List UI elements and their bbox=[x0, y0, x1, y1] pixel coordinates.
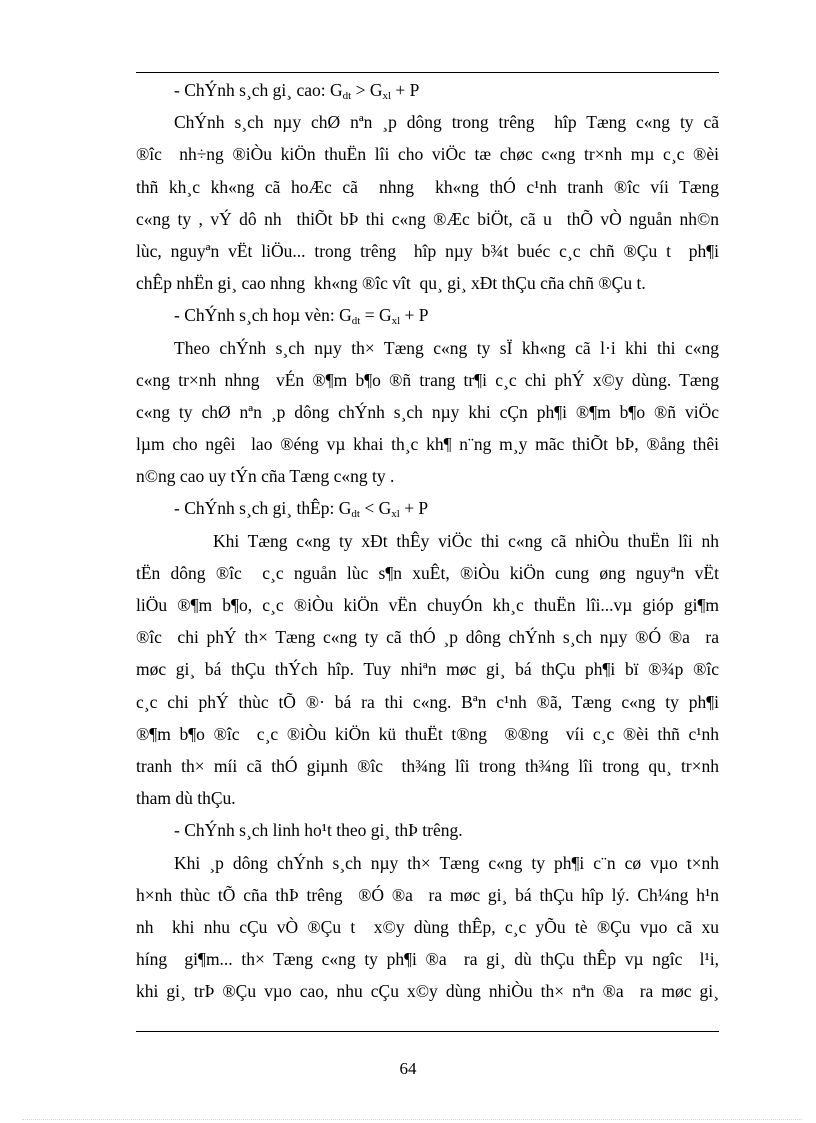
text-line: ®îc chi phÝ th× Tæng c«ng ty cã thÓ ¸p dông chÝnh s¸ch nµy ®Ó ®a ra bbox=[136, 627, 719, 648]
text-line: h×nh thùc tÕ cña thÞ trêng ®Ó ®a ra møc gi¸ bá thÇu hîp lý. Ch¼ng h¹n bbox=[136, 884, 719, 905]
text-line: Khi Tæng c«ng ty xÐt thÊy viÖc thi c«ng cã nhiÒu thuËn lîi nh bbox=[213, 530, 719, 551]
text-line: c«ng tr×nh nhng vÉn ®¶m b¶o ®ñ trang tr¶i c¸c chi phÝ x©y dùng. Tæng bbox=[136, 369, 719, 390]
text-line: tham dù thÇu. bbox=[136, 788, 236, 809]
policy-heading-low-price: - ChÝnh s¸ch gi¸ thÊp: $G_{dt} < G_{xl} + P$ bbox=[174, 498, 429, 521]
text-line: thñ kh¸c kh«ng cã hoÆc cã nhng kh«ng thÓ c¹nh tranh ®îc víi Tæng bbox=[136, 176, 719, 197]
text-line: liÖu ®¶m b¶o, c¸c ®iÒu kiÖn vËn chuyÓn kh¸c thuËn lîi...vµ gióp gi¶m bbox=[136, 595, 719, 615]
text-line: møc gi¸ bá thÇu thÝch hîp. Tuy nhiªn møc gi¸ bá thÇu ph¶i bï ®¾p ®îc bbox=[136, 659, 719, 680]
text-line: khi gi¸ trÞ ®Çu vµo cao, nhu cÇu x©y dùng nhiÒu th× nªn ®a ra møc gi¸ bbox=[136, 981, 719, 1002]
text-line: ChÝnh s¸ch nµy chØ nªn ¸p dông trong trêng hîp Tæng c«ng ty cã bbox=[174, 112, 719, 133]
policy-heading-high-price: - ChÝnh s¸ch gi¸ cao: $G_{dt} > G_{xl} + P$ bbox=[174, 80, 420, 102]
text-line: Theo chÝnh s¸ch nµy th× Tæng c«ng ty sÏ kh«ng cã l·i khi thi c«ng bbox=[174, 337, 719, 358]
header-rule bbox=[136, 72, 719, 73]
page-edge-divider bbox=[22, 1119, 802, 1120]
policy-heading-break-even: - ChÝnh s¸ch hoµ vèn: $G_{dt} = G_{xl} + P$ bbox=[174, 305, 429, 328]
text-line: c¸c chi phÝ thùc tÕ ®· bá ra thi c«ng. Bªn c¹nh ®ã, Tæng c«ng ty ph¶i bbox=[136, 691, 719, 712]
text-line: chÊp nhËn gi¸ cao nhng kh«ng ®îc vît qu¸ gi¸ xÐt thÇu cña chñ ®Çu t. bbox=[136, 273, 646, 294]
text-line: nh khi nhu cÇu vÒ ®Çu t x©y dùng thÊp, c¸c yÕu tè ®Çu vµo cã xu bbox=[136, 916, 719, 937]
text-line: tËn dông ®îc c¸c nguån lùc s¶n xuÊt, ®iÒu kiÖn cung øng nguyªn vËt bbox=[136, 562, 719, 583]
text-line: híng gi¶m... th× Tæng c«ng ty ph¶i ®a ra gi¸ dù thÇu thÊp vµ ngîc l¹i, bbox=[136, 949, 719, 970]
text-line: c«ng ty , vÝ dô nh thiÕt bÞ thi c«ng ®Æc biÖt, cã u thÕ vÒ nguån nh©n bbox=[136, 208, 719, 229]
text-line: tranh th× míi cã thÓ giµnh ®îc th¾ng lîi trong th¾ng lîi trong qu¸ tr×nh bbox=[136, 755, 719, 776]
text-line: ®¶m b¶o ®îc c¸c ®iÒu kiÖn kü thuËt t®ng ®®ng víi c¸c ®èi thñ c¹nh bbox=[136, 723, 719, 744]
text-line: n©ng cao uy tÝn cña Tæng c«ng ty . bbox=[136, 466, 395, 487]
policy-heading-flexible: - ChÝnh s¸ch linh ho¹t theo gi¸ thÞ trêng. bbox=[174, 820, 463, 841]
footer-rule bbox=[136, 1031, 719, 1032]
text-line: lùc, nguyªn vËt liÖu... trong trêng hîp nµy b¾t buéc c¸c chñ ®Çu t ph¶i bbox=[136, 240, 719, 261]
text-line: ®îc nh÷ng ®iÒu kiÖn thuËn lîi cho viÖc tæ chøc c«ng tr×nh mµ c¸c ®èi bbox=[136, 144, 719, 165]
body-text bbox=[136, 74, 719, 1007]
page-number: 64 bbox=[399, 1059, 417, 1078]
text-line: c«ng ty chØ nªn ¸p dông chÝnh s¸ch nµy khi cÇn ph¶i ®¶m b¶o ®ñ viÖc bbox=[136, 401, 719, 422]
text-line: lµm cho ngêi lao ®éng vµ khai th¸c kh¶ n¨ng m¸y mãc thiÕt bÞ, ®ång thêi bbox=[136, 434, 719, 455]
text-line: Khi ¸p dông chÝnh s¸ch nµy th× Tæng c«ng ty ph¶i c¨n cø vµo t×nh bbox=[174, 852, 719, 873]
